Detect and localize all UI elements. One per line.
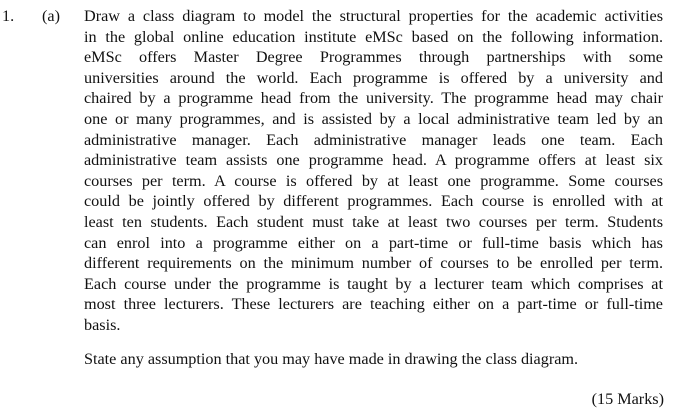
question-line: different requirements on the minimum number of courses to be enrolled per term. (84, 254, 663, 273)
question-line: chaired by a programme head from the university. The programme head may chair (84, 89, 663, 108)
question-line: administrative manager. Each administrative manager leads one team. Each (84, 130, 663, 149)
question-number: 1. (2, 7, 15, 25)
marks-allocation: (15 Marks) (591, 390, 664, 408)
question-line: Each course under the programme is taught by a lecturer team which comprises at (84, 274, 663, 293)
question-line: in the global online education institute eMSc based on the following information. (84, 27, 663, 46)
question-line: most three lecturers. These lecturers are teaching either on a part-time or full-time (84, 295, 663, 314)
question-part-label: (a) (42, 7, 60, 25)
assumption-instruction: State any assumption that you may have made in drawing the class diagram. (84, 350, 579, 368)
question-line: eMSc offers Master Degree Programmes through partnerships with some (84, 48, 663, 67)
question-line: basis. (84, 315, 121, 334)
question-line: one or many programmes, and is assisted by a local administrative team led by an (84, 109, 663, 128)
question-line: universities around the world. Each programme is offered by a university and (84, 68, 663, 87)
question-line: can enrol into a programme either on a part-time or full-time basis which has (84, 233, 663, 252)
question-line: administrative team assists one programme head. A programme offers at least six (84, 151, 663, 170)
question-body (84, 6, 663, 336)
question-line: courses per term. A course is offered by at least one programme. Some courses (84, 171, 663, 190)
question-line: Draw a class diagram to model the structural properties for the academic activities (84, 7, 663, 25)
question-line: least ten students. Each student must take at least two courses per term. Students (84, 212, 663, 231)
question-line: could be jointly offered by different programmes. Each course is enrolled with at (84, 192, 663, 211)
